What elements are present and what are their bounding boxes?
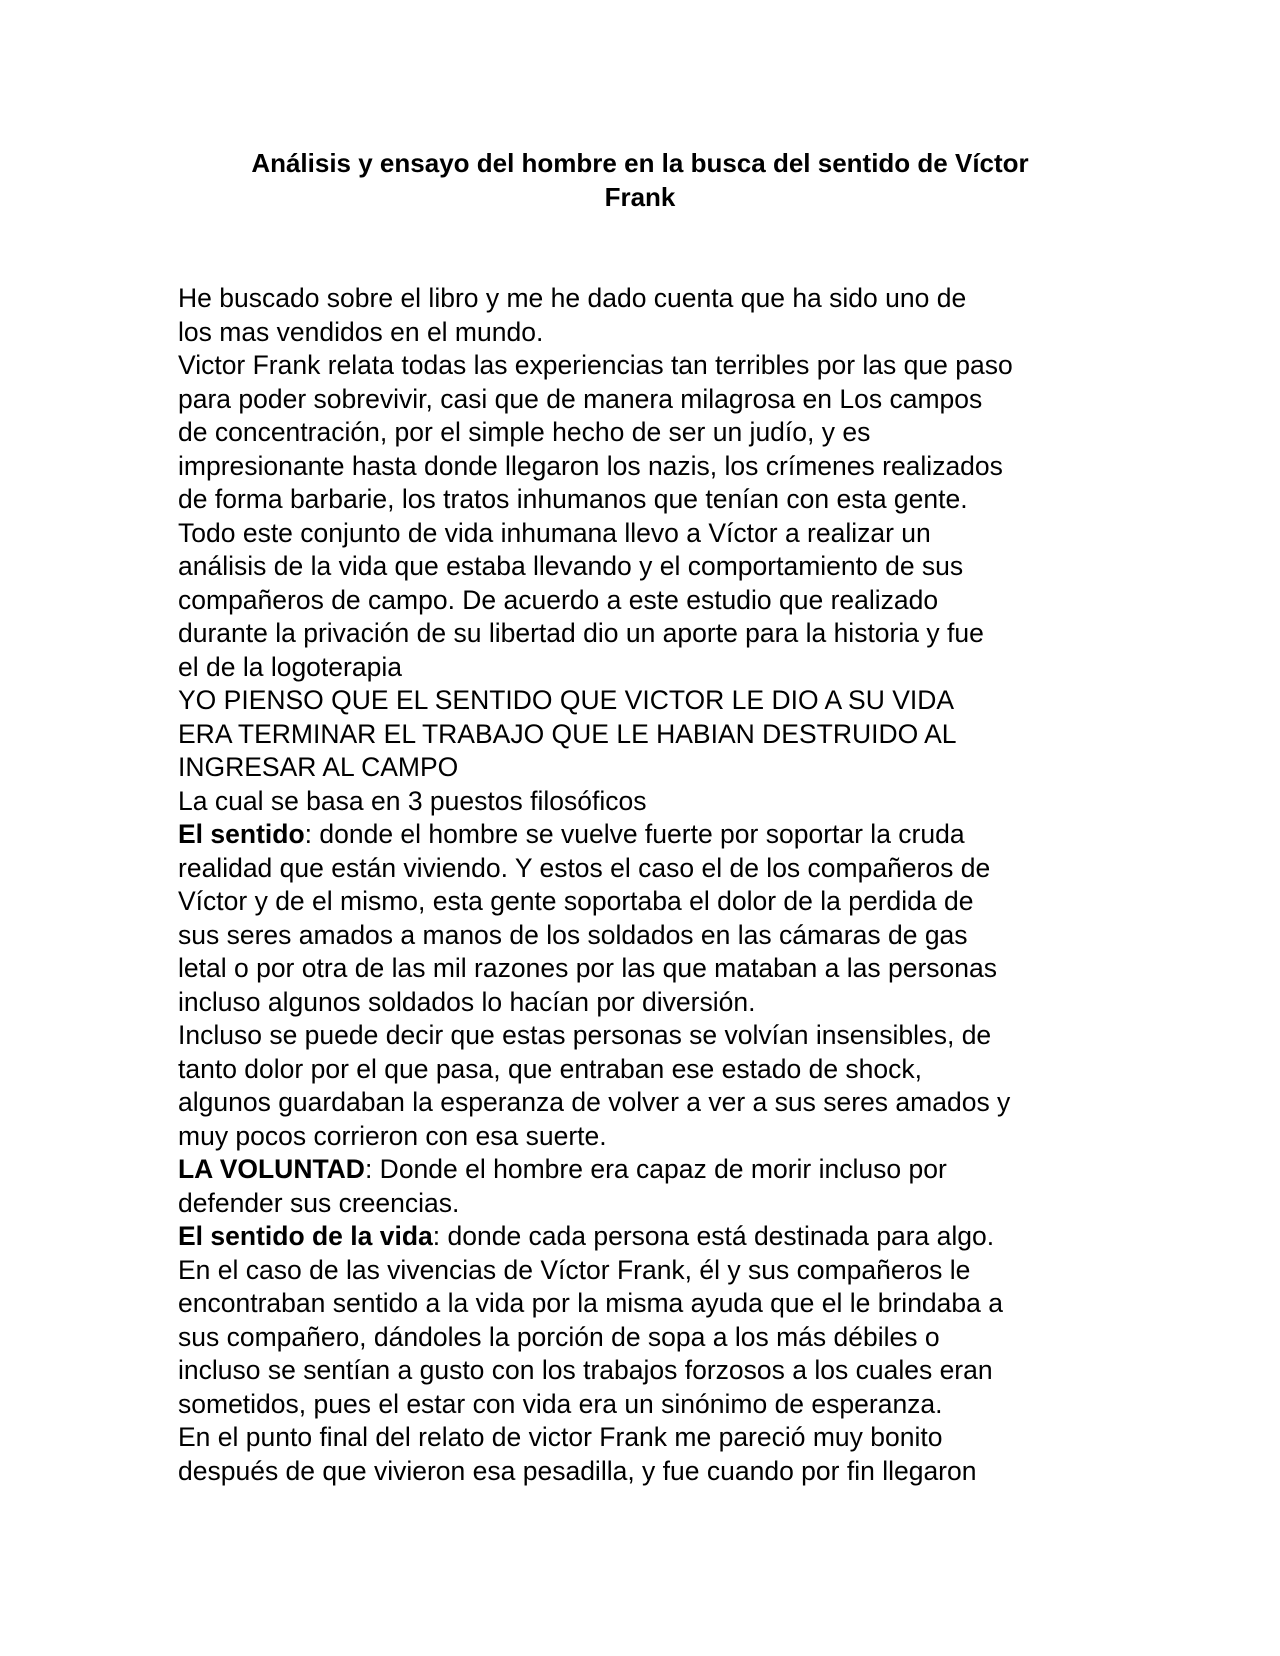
body-line-text: : donde el hombre se vuelve fuerte por soportar la cruda xyxy=(304,819,965,849)
body-line xyxy=(178,684,1118,718)
body-line xyxy=(178,1086,1118,1120)
body-line xyxy=(178,1421,1118,1455)
body-line xyxy=(178,1120,1118,1154)
body-line-text: compañeros de campo. De acuerdo a este estudio que realizado xyxy=(178,584,939,615)
body-line xyxy=(178,450,1118,484)
body-line-text: defender sus creencias. xyxy=(178,1187,460,1218)
body-line-text: He buscado sobre el libro y me he dado cuenta que ha sido uno de xyxy=(178,283,967,313)
body-line xyxy=(178,550,1118,584)
body-line-text: muy pocos corrieron con esa suerte. xyxy=(178,1120,607,1151)
body-line xyxy=(178,952,1118,986)
body-line xyxy=(178,483,1118,517)
body-line xyxy=(178,1220,1118,1254)
body-line-text: sus seres amados a manos de los soldados en las cámaras de gas xyxy=(178,919,968,950)
body-line xyxy=(178,1053,1118,1087)
bold-term: El sentido de la vida xyxy=(178,1221,433,1251)
body-line-text: : donde cada persona está destinada para algo. xyxy=(432,1221,995,1251)
body-line xyxy=(178,349,1118,383)
body-line xyxy=(178,785,1118,819)
body-line-text: INGRESAR AL CAMPO xyxy=(178,752,459,782)
body-line-text: Víctor y de el mismo, esta gente soportaba el dolor de la perdida de xyxy=(178,886,974,916)
body-line xyxy=(178,1287,1118,1321)
title-line: Análisis y ensayo del hombre en la busca del sentido de Víctor xyxy=(251,148,1029,178)
body-line-text: sometidos, pues el estar con vida era un sinónimo de esperanza. xyxy=(178,1388,943,1419)
body-line xyxy=(178,852,1118,886)
body-line xyxy=(178,1187,1118,1221)
body-line-text: sus compañero, dándoles la porción de sopa a los más débiles o xyxy=(178,1321,940,1352)
body-line-text: algunos guardaban la esperanza de volver a ver a sus seres amados y xyxy=(178,1087,1011,1117)
body-line-text: durante la privación de su libertad dio un aporte para la historia y fue xyxy=(178,618,984,648)
body-line-text: : Donde el hombre era capaz de morir incluso por xyxy=(364,1154,947,1184)
body-line xyxy=(178,1354,1118,1388)
body-line-text: para poder sobrevivir, casi que de manera milagrosa en Los campos xyxy=(178,383,983,414)
body-line-text: En el caso de las vivencias de Víctor Frank, él y sus compañeros le xyxy=(178,1254,971,1285)
body-line-text: Incluso se puede decir que estas personas se volvían insensibles, de xyxy=(178,1020,992,1050)
body-line xyxy=(178,1321,1118,1355)
body-line xyxy=(178,1455,1118,1489)
body-line-text: En el punto final del relato de victor Frank me pareció muy bonito xyxy=(178,1422,943,1452)
bold-term: LA VOLUNTAD xyxy=(178,1154,365,1184)
body-line xyxy=(178,751,1118,785)
body-line xyxy=(178,517,1118,551)
title-line: Frank xyxy=(604,182,676,212)
body-line-text: encontraban sentido a la vida por la misma ayuda que el le brindaba a xyxy=(178,1288,1003,1318)
body-line xyxy=(178,1153,1118,1187)
body-line xyxy=(178,885,1118,919)
body-line-text: tanto dolor por el que pasa, que entraban ese estado de shock, xyxy=(178,1053,923,1084)
body-line xyxy=(178,282,1118,316)
body-line-text: realidad que están viviendo. Y estos el caso el de los compañeros de xyxy=(178,852,991,883)
body-line-text: incluso se sentían a gusto con los trabajos forzosos a los cuales eran xyxy=(178,1355,993,1385)
body-line xyxy=(178,651,1118,685)
body-line-text: impresionante hasta donde llegaron los nazis, los crímenes realizados xyxy=(178,450,1003,481)
document-body xyxy=(178,282,1118,1488)
body-line xyxy=(178,1254,1118,1288)
body-line xyxy=(178,1019,1118,1053)
body-line xyxy=(178,416,1118,450)
body-line xyxy=(178,919,1118,953)
body-line-text: Victor Frank relata todas las experiencias tan terribles por las que paso xyxy=(178,350,1013,380)
body-line-text: de forma barbarie, los tratos inhumanos que tenían con esta gente. xyxy=(178,484,968,514)
body-line-text: después de que vivieron esa pesadilla, y fue cuando por fin llegaron xyxy=(178,1455,977,1486)
body-line xyxy=(178,584,1118,618)
body-line-text: letal o por otra de las mil razones por las que mataban a las personas xyxy=(178,953,998,983)
bold-term: El sentido xyxy=(178,819,305,849)
body-line xyxy=(178,617,1118,651)
body-line-text: los mas vendidos en el mundo. xyxy=(178,316,544,347)
body-line-text: incluso algunos soldados lo hacían por diversión. xyxy=(178,986,756,1017)
body-line-text: el de la logoterapia xyxy=(178,651,402,682)
body-line xyxy=(178,316,1118,350)
body-line xyxy=(178,818,1118,852)
body-line xyxy=(178,718,1118,752)
body-line-text: Todo este conjunto de vida inhumana llevo a Víctor a realizar un xyxy=(178,517,931,548)
body-line-text: La cual se basa en 3 puestos filosóficos xyxy=(178,785,647,816)
body-line-text: ERA TERMINAR EL TRABAJO QUE LE HABIAN DESTRUIDO AL xyxy=(178,718,957,749)
body-line-text: YO PIENSO QUE EL SENTIDO QUE VICTOR LE DIO A SU VIDA xyxy=(178,685,955,715)
body-line-text: análisis de la vida que estaba llevando y el comportamiento de sus xyxy=(178,551,964,581)
body-line xyxy=(178,383,1118,417)
body-line xyxy=(178,986,1118,1020)
body-line-text: de concentración, por el simple hecho de ser un judío, y es xyxy=(178,417,871,447)
document-title xyxy=(170,146,1110,214)
body-line xyxy=(178,1388,1118,1422)
